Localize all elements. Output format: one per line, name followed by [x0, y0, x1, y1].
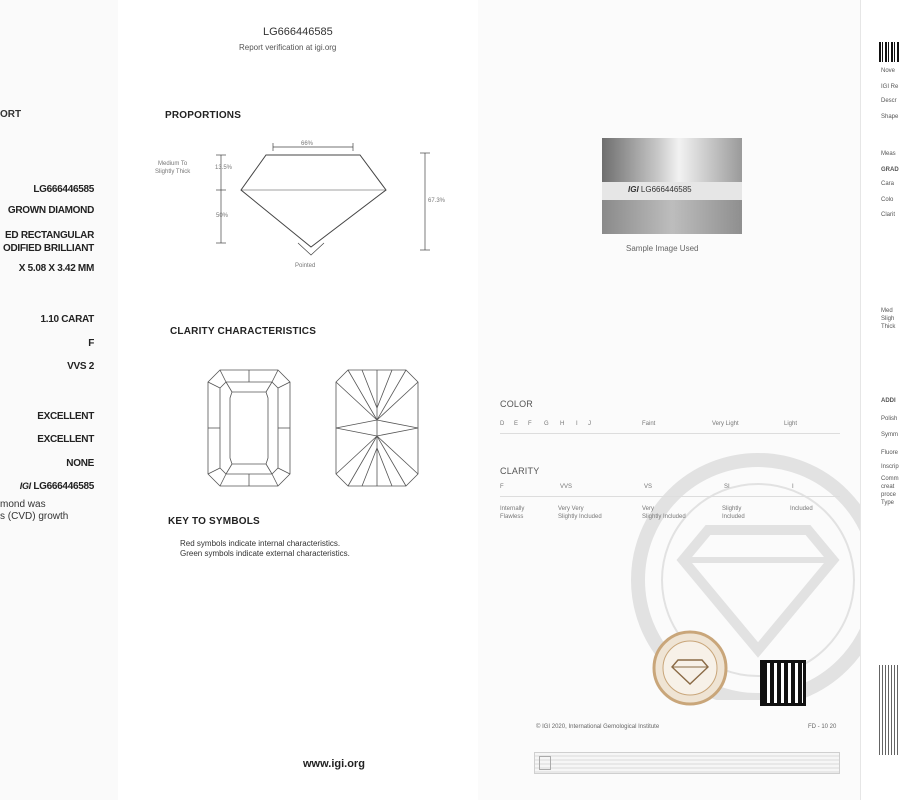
security-strip [534, 752, 840, 774]
key-line-red: Red symbols indicate internal characteristics. [180, 539, 341, 548]
proportions-title: PROPORTIONS [165, 110, 242, 121]
far-line-13: Polish [881, 416, 898, 422]
sample-image-top-band [602, 138, 742, 182]
color-faint: Faint [642, 421, 656, 427]
clarity-grade-si: SI [724, 484, 730, 490]
far-line-10: Sligh [881, 316, 895, 322]
shape-value-line1: ED RECTANGULAR [5, 230, 94, 241]
color-grade-g: G [544, 421, 549, 427]
clarity-scale-line [500, 496, 840, 497]
crown-percent: 13.5% [215, 165, 233, 171]
color-very-light: Very Light [712, 421, 739, 427]
sample-image-caption: Sample Image Used [626, 244, 699, 253]
report-title-fragment: ORT [0, 109, 22, 120]
report-middle-panel [118, 0, 478, 800]
clarity-desc-1b: Flawless [500, 514, 524, 520]
clarity-desc-2b: Slightly Included [558, 514, 602, 520]
report-far-right-panel [860, 0, 900, 800]
far-line-0: Nove [881, 68, 896, 74]
shape-value-line2: ODIFIED BRILLIANT [2, 243, 94, 254]
far-line-7: Colo [881, 197, 894, 203]
sample-igi-icon: IGI [628, 185, 639, 194]
far-line-1: IGI Re [881, 84, 899, 90]
far-line-16: Inscrip [881, 464, 899, 470]
clarity-grade-i: I [792, 484, 794, 490]
inscription-text: LG666446585 [33, 481, 94, 492]
copyright-text: © IGI 2020, International Gemological Institute [536, 724, 660, 730]
far-line-15: Fluore [881, 450, 899, 456]
clarity-plot-crown [206, 368, 292, 488]
report-number-header: LG666446585 [263, 26, 333, 38]
qr-code-icon[interactable] [760, 660, 806, 706]
depth-percent: 67.3% [428, 198, 446, 204]
clarity-scale-title: CLARITY [500, 466, 540, 476]
far-line-5: GRAD [881, 167, 899, 173]
key-to-symbols-title: KEY TO SYMBOLS [168, 516, 260, 527]
girdle-label-line2: Slightly Thick [155, 169, 191, 175]
far-line-18: creat [881, 484, 895, 490]
pavilion-percent: 50% [216, 213, 229, 219]
far-line-2: Descr [881, 98, 897, 104]
diamond-profile [241, 155, 386, 247]
table-percent: 66% [301, 141, 314, 147]
igi-seal-icon [652, 630, 728, 706]
key-line-green: Green symbols indicate external characteristics. [180, 549, 350, 558]
color-grade-h: H [560, 421, 565, 427]
clarity-desc-2a: Very Very [558, 506, 584, 512]
clarity-desc-4b: Included [722, 514, 745, 520]
far-line-8: Clarit [881, 212, 896, 218]
measurements-value: X 5.08 X 3.42 MM [18, 263, 94, 274]
report-number-value: LG666446585 [33, 184, 94, 195]
far-line-14: Symm [881, 432, 898, 438]
clarity-grade-vs: VS [644, 484, 653, 490]
color-grade-f: F [528, 421, 532, 427]
polish-value: EXCELLENT [37, 411, 94, 422]
far-line-12: ADDI [881, 398, 896, 404]
report-right-panel [478, 0, 860, 800]
comment-line1: mond was [0, 499, 46, 510]
clarity-grade-vvs: VVS [560, 484, 573, 490]
color-grade-e: E [514, 421, 519, 427]
clarity-desc-3a: Very [642, 506, 655, 512]
clarity-desc-3b: Slightly Included [642, 514, 686, 520]
website-link[interactable]: www.igi.org [303, 758, 365, 770]
igi-watermark [608, 440, 860, 700]
color-light: Light [784, 421, 798, 427]
color-scale-row [500, 421, 840, 431]
color-grade-j: J [588, 421, 591, 427]
far-line-11: Thick [881, 324, 896, 330]
clarity-desc-1a: Internally [500, 506, 525, 512]
clarity-characteristics-title: CLARITY CHARACTERISTICS [170, 326, 317, 337]
culet-label: Pointed [295, 263, 316, 269]
clarity-desc-row [500, 506, 840, 526]
form-code: FD - 10 20 [808, 724, 837, 730]
color-scale-title: COLOR [500, 399, 534, 409]
clarity-scale-row [500, 484, 840, 494]
color-grade-d: D [500, 421, 505, 427]
verification-text: Report verification at igi.org [239, 43, 337, 52]
security-strip-logo [539, 756, 551, 770]
color-scale-line [500, 433, 840, 434]
clarity-desc-5a: Included [790, 506, 813, 512]
far-line-3: Shape [881, 114, 899, 120]
proportions-diagram [148, 135, 448, 275]
sample-image-inscription [628, 185, 692, 194]
far-line-9: Med [881, 308, 893, 314]
far-line-6: Cara [881, 181, 895, 187]
carat-value: 1.10 CARAT [40, 314, 94, 325]
color-grade-i: I [576, 421, 578, 427]
description-value: GROWN DIAMOND [7, 205, 94, 216]
barcode-icon [879, 42, 900, 62]
comment-line2: s (CVD) growth [0, 511, 69, 522]
sample-inscription-text: LG666446585 [640, 185, 692, 194]
sample-image [602, 138, 742, 234]
color-grade-value: F [88, 338, 94, 349]
far-line-17: Comm [881, 476, 899, 482]
girdle-label-line1: Medium To [158, 161, 188, 167]
igi-logo-icon: IGI [19, 481, 31, 491]
report-left-panel [0, 0, 118, 800]
clarity-grade-f: F [500, 484, 504, 490]
clarity-plot-pavilion [334, 368, 420, 488]
sample-image-bottom-band [602, 200, 742, 234]
fluorescence-value: NONE [66, 458, 94, 469]
symmetry-value: EXCELLENT [37, 434, 94, 445]
clarity-desc-4a: Slightly [722, 506, 742, 512]
far-line-19: proce [881, 492, 897, 498]
inscription-value [20, 481, 94, 492]
far-line-4: Meas [881, 151, 896, 157]
far-vertical-text-block [879, 665, 900, 755]
clarity-grade-value: VVS 2 [67, 361, 94, 372]
far-line-20: Type [881, 500, 895, 506]
